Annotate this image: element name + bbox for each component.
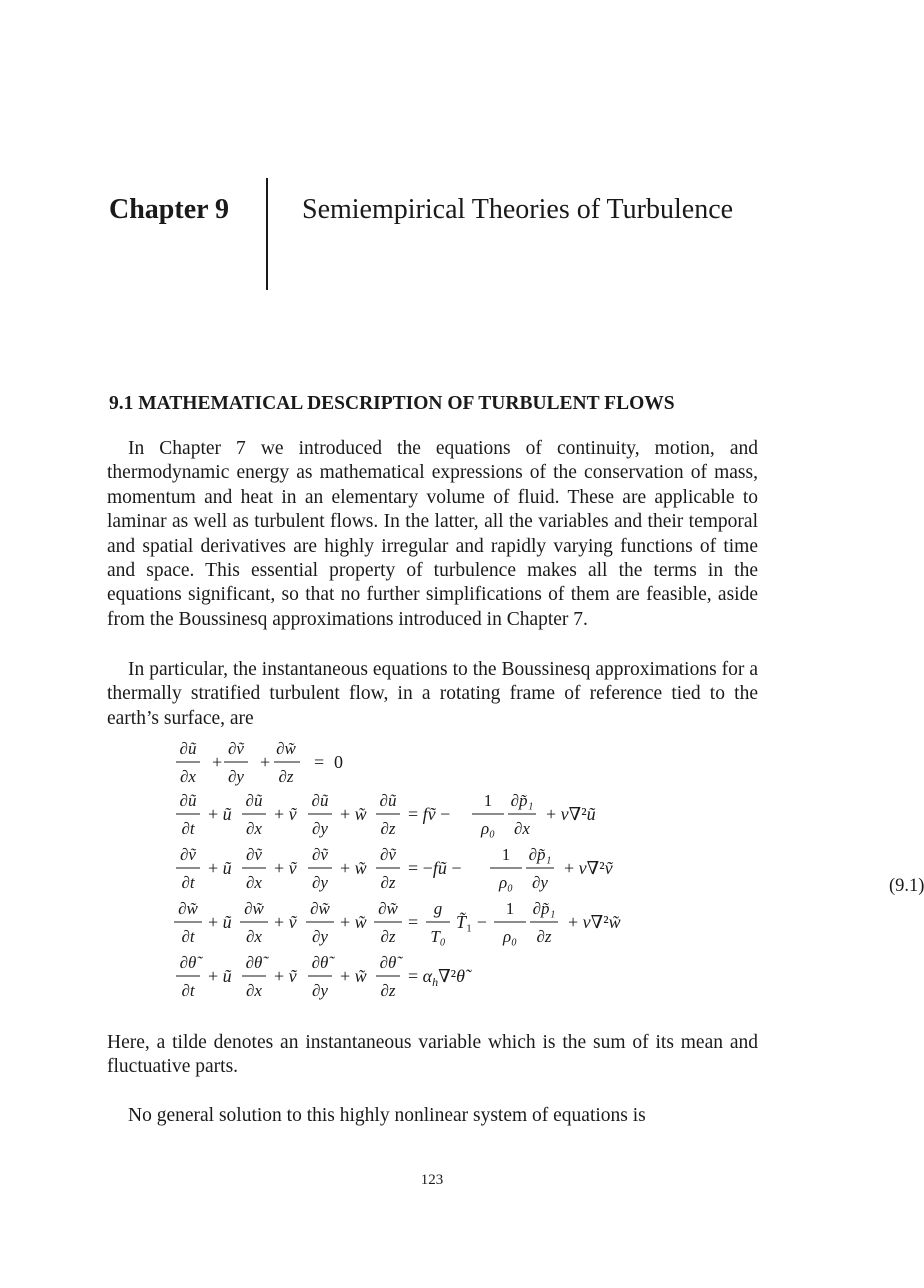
svg-text:= αh∇²θ̃: = $\alpha_h\nabla^2\thetã$ xyxy=(408,966,465,989)
svg-text:∂ũ: ∂ũ xyxy=(245,791,263,810)
svg-text:∂θ̃: ∂θ̃ xyxy=(245,953,263,972)
svg-text:= −fũ −: = −fũ − xyxy=(408,858,462,878)
svg-text:ρ₀: ρ₀ xyxy=(480,819,496,838)
equations-svg xyxy=(170,739,790,1018)
svg-text:=: = xyxy=(314,752,325,772)
svg-text:∂p̃₁: ∂p̃₁ xyxy=(528,845,552,864)
paragraph-tilde-note xyxy=(107,1031,758,1080)
paragraph-text: In Chapter 7 we introduced the equations of continuity, motion, and thermodynamic energy as mathematical expressions of the conservation of mass, momentum and heat in an elementary volume of fluid. These are applicable to laminar as well as turbulent flows. In the latter, all the variables and their temporal and spatial derivatives are highly irregular and rapidly varying functions of time and space. This essential property of turbulence makes all the terms in the equations significant, so that no further simplifications of them are feasible, aside from the Boussinesq approximations introduced in Chapter 7. xyxy=(107,438,758,630)
section-heading: 9.1 MATHEMATICAL DESCRIPTION OF TURBULENT FLOWS xyxy=(109,393,675,414)
svg-text:∂ũ: ∂ũ xyxy=(179,739,197,758)
svg-text:∂x: ∂x xyxy=(246,819,262,838)
svg-text:∂θ̃: ∂θ̃ xyxy=(179,953,197,972)
svg-text:g: g xyxy=(433,899,443,918)
svg-text:+: + xyxy=(260,752,271,772)
svg-text:∂x: ∂x xyxy=(246,873,262,892)
svg-text:+ ν∇²ũ: + ν∇²ũ xyxy=(546,804,596,824)
svg-text:+ ũ: + ũ xyxy=(208,804,232,824)
svg-text:+ ṽ: + ṽ xyxy=(274,858,297,878)
svg-text:∂ũ: ∂ũ xyxy=(379,791,397,810)
svg-text:∂p̃₁: ∂p̃₁ xyxy=(532,899,556,918)
svg-text:+ ũ: + ũ xyxy=(208,966,232,986)
paragraph-boussinesq xyxy=(107,658,758,731)
svg-text:∂ṽ: ∂ṽ xyxy=(180,845,196,864)
svg-text:+ ṽ: + ṽ xyxy=(274,966,297,986)
svg-text:∂t: ∂t xyxy=(181,819,195,838)
paragraph-text: No general solution to this highly nonlinear system of equations is xyxy=(128,1105,646,1126)
svg-text:+ w̃: + w̃ xyxy=(340,858,367,878)
svg-text:∂z: ∂z xyxy=(380,981,396,1000)
svg-text:∂ṽ: ∂ṽ xyxy=(246,845,262,864)
svg-text:∂z: ∂z xyxy=(380,927,396,946)
v-momentum-equation xyxy=(176,845,614,892)
svg-text:∂z: ∂z xyxy=(380,873,396,892)
svg-text:∂y: ∂y xyxy=(312,927,328,946)
chapter-header xyxy=(0,178,864,298)
svg-text:+ ν∇²w̃: + ν∇²w̃ xyxy=(568,912,621,932)
paragraph-text: In particular, the instantaneous equations to the Boussinesq approximations for a thermally stratified turbulent flow, in a rotating frame of reference tied to the earth’s surface, are xyxy=(107,659,758,729)
w-momentum-equation xyxy=(174,899,621,946)
u-momentum-equation xyxy=(176,791,596,838)
svg-text:1: 1 xyxy=(501,845,511,864)
svg-text:∂z: ∂z xyxy=(278,767,294,786)
equation-system xyxy=(170,739,924,1018)
svg-text:∂y: ∂y xyxy=(312,873,328,892)
svg-text:∂z: ∂z xyxy=(380,819,396,838)
svg-text:∂y: ∂y xyxy=(228,767,244,786)
chapter-title: Semiempirical Theories of Turbulence xyxy=(302,194,734,225)
svg-text:∂θ̃: ∂θ̃ xyxy=(379,953,397,972)
equation-number: (9.1) xyxy=(889,876,924,896)
svg-text:+ ũ: + ũ xyxy=(208,858,232,878)
svg-text:∂t: ∂t xyxy=(181,981,195,1000)
svg-text:ρ₀: ρ₀ xyxy=(502,927,518,946)
svg-text:∂x: ∂x xyxy=(246,981,262,1000)
svg-text:∂x: ∂x xyxy=(180,767,196,786)
svg-text:∂y: ∂y xyxy=(532,873,548,892)
continuity-equation xyxy=(176,739,343,786)
svg-text:∂z: ∂z xyxy=(536,927,552,946)
svg-text:T₀: T₀ xyxy=(430,927,446,946)
svg-text:∂x: ∂x xyxy=(246,927,262,946)
svg-text:∂y: ∂y xyxy=(312,819,328,838)
svg-text:+ ṽ: + ṽ xyxy=(274,804,297,824)
svg-text:∂w̃: ∂w̃ xyxy=(378,899,398,918)
svg-text:+ w̃: + w̃ xyxy=(340,966,367,986)
svg-text:∂ṽ: ∂ṽ xyxy=(228,739,244,758)
svg-text:∂w̃: ∂w̃ xyxy=(244,899,264,918)
svg-text:∂p̃₁: ∂p̃₁ xyxy=(510,791,534,810)
svg-text:∂t: ∂t xyxy=(181,927,195,946)
svg-text:+ w̃: + w̃ xyxy=(340,804,367,824)
svg-text:1: 1 xyxy=(505,899,515,918)
svg-text:1: 1 xyxy=(483,791,493,810)
page-number: 123 xyxy=(420,1172,444,1188)
svg-text:0: 0 xyxy=(334,752,343,772)
energy-equation xyxy=(176,953,473,1000)
svg-text:∂ṽ: ∂ṽ xyxy=(380,845,396,864)
svg-text:∂ũ: ∂ũ xyxy=(179,791,197,810)
svg-text:∂θ̃: ∂θ̃ xyxy=(311,953,329,972)
svg-text:+ ν∇²ṽ: + ν∇²ṽ xyxy=(564,858,613,878)
paragraph-nonlinear xyxy=(107,1104,758,1128)
svg-text:+ ṽ: + ṽ xyxy=(274,912,297,932)
svg-text:∂w̃: ∂w̃ xyxy=(276,739,296,758)
svg-text:∂ũ: ∂ũ xyxy=(311,791,329,810)
svg-text:+: + xyxy=(212,752,223,772)
paragraph-text: Here, a tilde denotes an instantaneous variable which is the sum of its mean and fluctuative parts. xyxy=(107,1032,758,1078)
svg-text:∂w̃: ∂w̃ xyxy=(178,899,198,918)
svg-text:T̃₁ −: T̃₁ − xyxy=(456,912,487,932)
svg-text:= fṽ −: = fṽ − xyxy=(408,804,451,824)
svg-text:+ ũ: + ũ xyxy=(208,912,232,932)
paragraph-intro xyxy=(107,437,758,632)
svg-text:+ w̃: + w̃ xyxy=(340,912,367,932)
chapter-label: Chapter 9 xyxy=(109,194,230,225)
svg-text:∂t: ∂t xyxy=(181,873,195,892)
svg-text:∂y: ∂y xyxy=(312,981,328,1000)
svg-text:∂x: ∂x xyxy=(514,819,530,838)
chapter-divider xyxy=(266,178,268,290)
svg-text:∂w̃: ∂w̃ xyxy=(310,899,330,918)
svg-text:∂ṽ: ∂ṽ xyxy=(312,845,328,864)
svg-text:=: = xyxy=(408,912,419,932)
svg-text:ρ₀: ρ₀ xyxy=(498,873,514,892)
